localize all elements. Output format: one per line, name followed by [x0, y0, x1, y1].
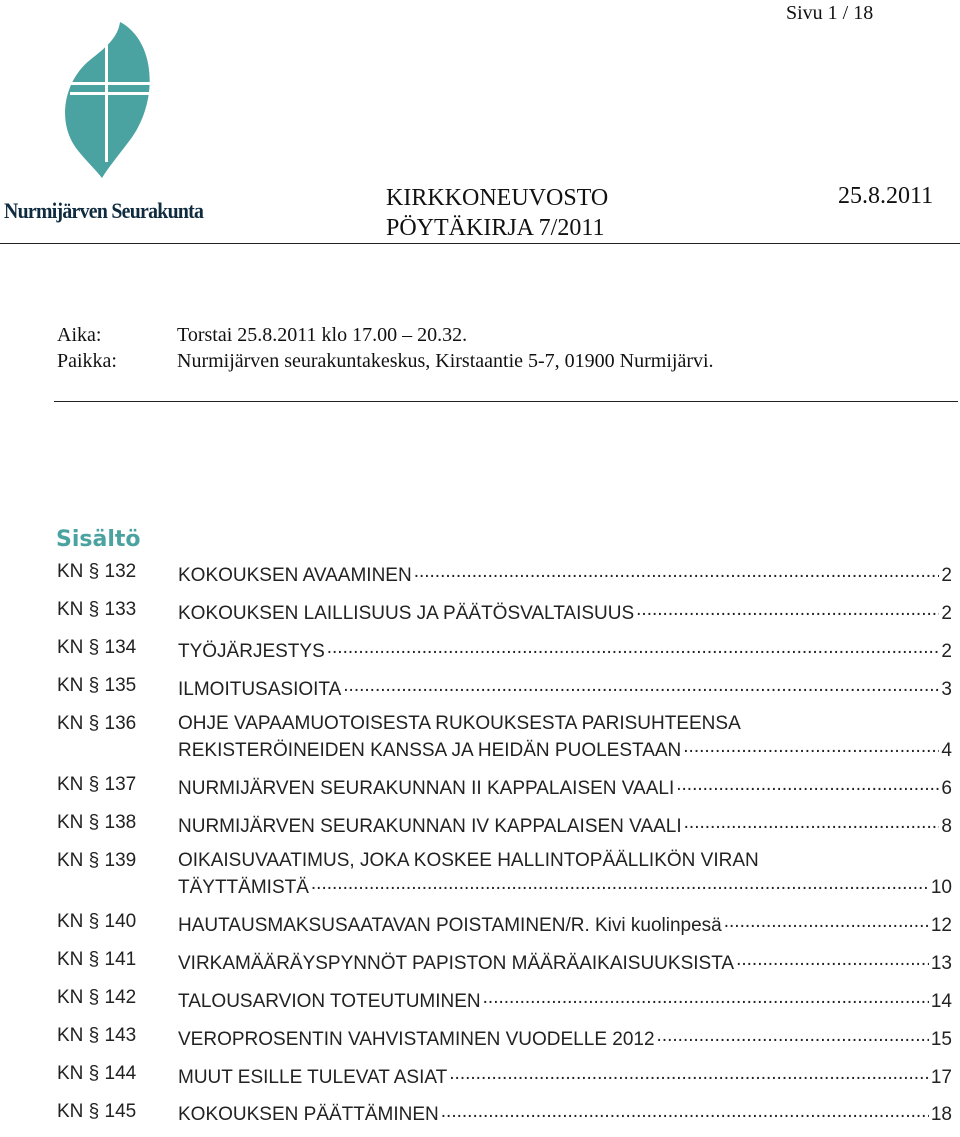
meta-divider: [54, 401, 958, 402]
toc-entry[interactable]: [0, 1024, 960, 1051]
toc-entry-page: 6: [941, 777, 952, 799]
toc-entry-title: [178, 910, 952, 937]
toc-entry[interactable]: [0, 1062, 960, 1089]
toc-leader-dots: [412, 560, 940, 581]
toc-entry-title: [178, 598, 952, 625]
time-label: Aika:: [57, 324, 102, 346]
toc-entry-title-line: [178, 560, 952, 587]
title-line-2: PÖYTÄKIRJA 7/2011: [386, 215, 605, 241]
toc-entry-title-text: ILMOITUSASIOITA: [178, 678, 342, 700]
leaf-cross-icon: [60, 20, 160, 180]
toc-entry[interactable]: [0, 560, 960, 587]
toc-entry-ref: KN § 144: [57, 1062, 137, 1084]
toc-entry-title-text: NURMIJÄRVEN SEURAKUNNAN II KAPPALAISEN VAALI: [178, 777, 675, 799]
organization-name: Nurmijärven Seurakunta: [4, 198, 204, 223]
toc-entry-ref: KN § 139: [57, 849, 137, 871]
toc-entry-title: [178, 636, 952, 663]
toc-entry-page: 2: [941, 640, 952, 662]
place-label: Paikka:: [57, 350, 117, 372]
toc-entry-title: [178, 712, 952, 763]
toc-entry-title-line: [178, 910, 952, 937]
document-date: 25.8.2011: [838, 183, 934, 209]
toc-leader-dots: [674, 773, 939, 794]
toc-leader-dots: [734, 948, 929, 969]
toc-entry-title: [178, 674, 952, 701]
toc-leader-dots: [309, 872, 929, 893]
toc-entry-page: 8: [941, 815, 952, 837]
toc-leader-dots: [447, 1062, 929, 1083]
toc-entry-ref: KN § 137: [57, 773, 137, 795]
toc-entry-title-text: VEROPROSENTIN VAHVISTAMINEN VUODELLE 2012: [178, 1028, 655, 1050]
toc-entry-title-text: REKISTERÖINEIDEN KANSSA JA HEIDÄN PUOLESTAAN: [178, 739, 682, 761]
toc-entry-page: 17: [930, 1066, 952, 1088]
toc-leader-dots: [481, 986, 929, 1007]
toc-entry-ref: KN § 135: [57, 674, 137, 696]
toc-entry-title-line: [178, 811, 952, 838]
toc-entry-title: [178, 1024, 952, 1051]
toc-entry-title-line: [178, 872, 952, 899]
toc-leader-dots: [682, 811, 940, 832]
toc-entry-title-text: TYÖJÄRJESTYS: [178, 640, 325, 662]
toc-entry-ref: KN § 136: [57, 712, 137, 734]
toc-entry-title: [178, 986, 952, 1013]
toc-entry[interactable]: [0, 986, 960, 1013]
toc-entry-title: [178, 811, 952, 838]
toc-leader-dots: [655, 1024, 929, 1045]
toc-entry-title-line: [178, 1024, 952, 1051]
toc-leader-dots: [439, 1100, 929, 1121]
toc-entry-title: [178, 849, 952, 900]
toc-entry-ref: KN § 133: [57, 598, 137, 620]
toc-entry-page: 12: [930, 915, 952, 937]
toc-entry[interactable]: [0, 948, 960, 975]
document-title: [386, 183, 608, 243]
toc-entry-page: 4: [941, 739, 952, 761]
toc-entry-title-line: [178, 1100, 952, 1127]
title-line-1: KIRKKONEUVOSTO: [386, 185, 609, 211]
toc-entry-title-text: HAUTAUSMAKSUSAATAVAN POISTAMINEN/R. Kivi kuolinpesä: [178, 915, 722, 937]
time-value: Torstai 25.8.2011 klo 17.00 – 20.32.: [177, 324, 468, 346]
toc-entry-title-text: KOKOUKSEN AVAAMINEN: [178, 564, 412, 586]
toc-entry[interactable]: [0, 773, 960, 800]
toc-entry[interactable]: [0, 636, 960, 663]
toc-entry[interactable]: [0, 811, 960, 838]
toc-leader-dots: [341, 674, 939, 695]
toc-entry-title-line: [178, 986, 952, 1013]
toc-entry[interactable]: [0, 849, 960, 900]
toc-entry[interactable]: [0, 598, 960, 625]
toc-entry-title-line: [178, 598, 952, 625]
toc-entry-title-text: MUUT ESILLE TULEVAT ASIAT: [178, 1066, 448, 1088]
toc-entry[interactable]: [0, 712, 960, 763]
toc-entry-ref: KN § 145: [57, 1100, 137, 1122]
toc-leader-dots: [634, 598, 939, 619]
meeting-place: [57, 350, 714, 373]
toc-entry-title: [178, 773, 952, 800]
toc-entry-page: 14: [930, 990, 952, 1012]
toc-entry-page: 18: [930, 1104, 952, 1126]
toc-entry-title-text: KOKOUKSEN PÄÄTTÄMINEN: [178, 1104, 439, 1126]
toc-entry-ref: KN § 138: [57, 811, 137, 833]
place-value: Nurmijärven seurakuntakeskus, Kirstaantie 5-7, 01900 Nurmijärvi.: [177, 350, 714, 372]
toc-entry-ref: KN § 141: [57, 949, 137, 971]
toc-entry-title-line: [178, 712, 952, 736]
toc-entry-title-line: [178, 636, 952, 663]
toc-entry-ref: KN § 143: [57, 1024, 137, 1046]
toc-leader-dots: [681, 735, 939, 756]
toc-entry-title: [178, 1100, 952, 1127]
toc-entry-title-text: TÄYTTÄMISTÄ: [178, 877, 309, 899]
toc-entry-title-text: KOKOUKSEN LAILLISUUS JA PÄÄTÖSVALTAISUUS: [178, 602, 635, 624]
header-divider: [0, 243, 960, 244]
toc-entry-ref: KN § 142: [57, 986, 137, 1008]
toc-entry-page: 2: [941, 602, 952, 624]
toc-entry-title: [178, 1062, 952, 1089]
toc-entry-title-line: [178, 849, 952, 873]
toc-entry[interactable]: [0, 910, 960, 937]
toc-entry-title-line: [178, 674, 952, 701]
toc-entry-page: 15: [930, 1028, 952, 1050]
toc-entry-page: 10: [930, 877, 952, 899]
toc-entry-title: [178, 560, 952, 587]
toc-entry-title-text: OIKAISUVAATIMUS, JOKA KOSKEE HALLINTOPÄÄLLIKÖN VIRAN: [178, 849, 759, 871]
toc-entry-title-text: VIRKAMÄÄRÄYSPYNNÖT PAPISTON MÄÄRÄAIKAISUUKSISTA: [178, 952, 735, 974]
toc-entry-ref: KN § 134: [57, 636, 137, 658]
toc-heading: Sisältö: [56, 527, 141, 552]
toc-entry-title-text: OHJE VAPAAMUOTOISESTA RUKOUKSESTA PARISUHTEENSA: [178, 712, 741, 734]
page-number: Sivu 1 / 18: [786, 2, 874, 24]
toc-entry-page: 2: [941, 564, 952, 586]
meeting-time: [57, 324, 468, 347]
toc-entry-page: 13: [930, 952, 952, 974]
toc-entry-title-line: [178, 773, 952, 800]
toc-entry[interactable]: [0, 1100, 960, 1127]
toc-entry-ref: KN § 140: [57, 911, 137, 933]
toc-entry-title-text: NURMIJÄRVEN SEURAKUNNAN IV KAPPALAISEN VAALI: [178, 815, 682, 837]
toc-entry-title: [178, 948, 952, 975]
table-of-contents: [0, 560, 960, 1137]
toc-entry[interactable]: [0, 674, 960, 701]
toc-entry-title-text: TALOUSARVION TOTEUTUMINEN: [178, 990, 481, 1012]
toc-entry-title-line: [178, 1062, 952, 1089]
toc-entry-ref: KN § 132: [57, 561, 137, 582]
toc-entry-title-line: [178, 948, 952, 975]
toc-entry-title-line: [178, 735, 952, 762]
church-logo: [0, 20, 215, 223]
toc-leader-dots: [325, 636, 940, 657]
toc-leader-dots: [722, 910, 929, 931]
toc-entry-page: 3: [941, 678, 952, 700]
